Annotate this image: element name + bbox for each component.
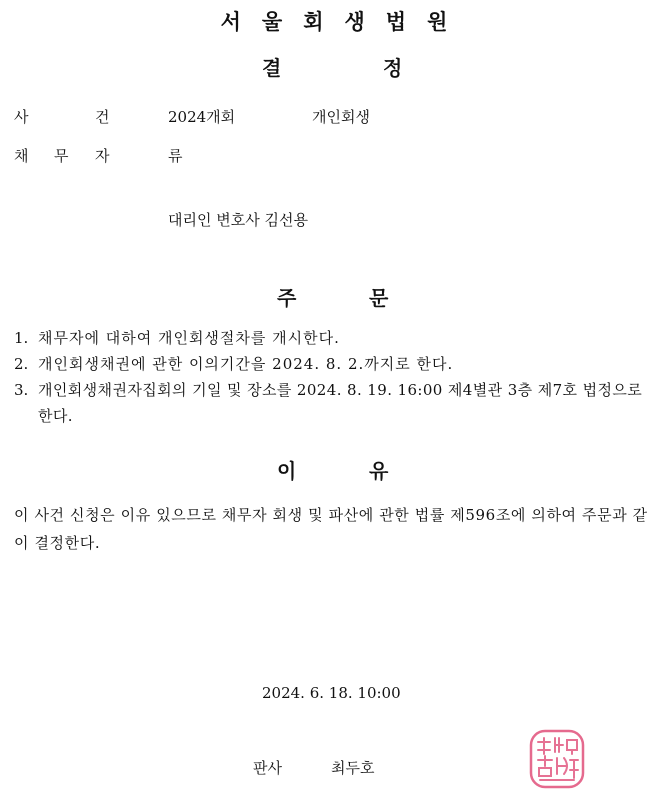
case-name: 개인회생 [312,108,370,126]
order-item [14,351,654,377]
judge-title: 판사 [253,759,282,777]
order-heading-left: 주 [277,286,297,310]
order-text: 채무자에 대하여 개인회생절차를 개시한다. [38,329,340,347]
debtor-label-1: 채 [14,147,29,165]
agent: 대리인 변호사 김선용 [168,211,308,229]
doc-type-right: 정 [383,56,403,80]
debtor-label-3: 자 [95,147,110,165]
reason-text: 이 사건 신청은 이유 있으므로 채무자 회생 및 파산에 관한 법률 제596조에 의하여 주문과 같이 결정한다. [14,506,648,552]
order-number: 3. [14,381,29,399]
order-number: 2. [14,355,29,373]
order-number: 1. [14,329,29,347]
case-label-first: 사 [14,108,29,126]
decision-date: 2024. 6. 18. 10:00 [262,684,401,702]
case-label-second: 건 [95,108,110,126]
reason-heading-left: 이 [277,459,297,483]
debtor-name: 류 [168,147,183,165]
reason-heading-right: 유 [369,459,389,483]
doc-type-left: 결 [262,56,282,80]
court-name: 서울회생법원 [220,10,469,34]
order-list [14,325,654,429]
debtor-label-2: 무 [54,147,69,165]
order-item [14,377,654,429]
judge-name: 최두호 [331,759,375,777]
order-text: 개인회생채권자집회의 기일 및 장소를 2024. 8. 19. 16:00 제4별관 3층 제7호 법정으로 한다. [38,381,643,425]
case-number: 2024개회 [168,108,236,126]
order-item [14,325,654,351]
court-seal [528,728,586,790]
order-heading-right: 문 [369,286,389,310]
order-text: 개인회생채권에 관한 이의기간을 2024. 8. 2.까지로 한다. [38,355,454,373]
